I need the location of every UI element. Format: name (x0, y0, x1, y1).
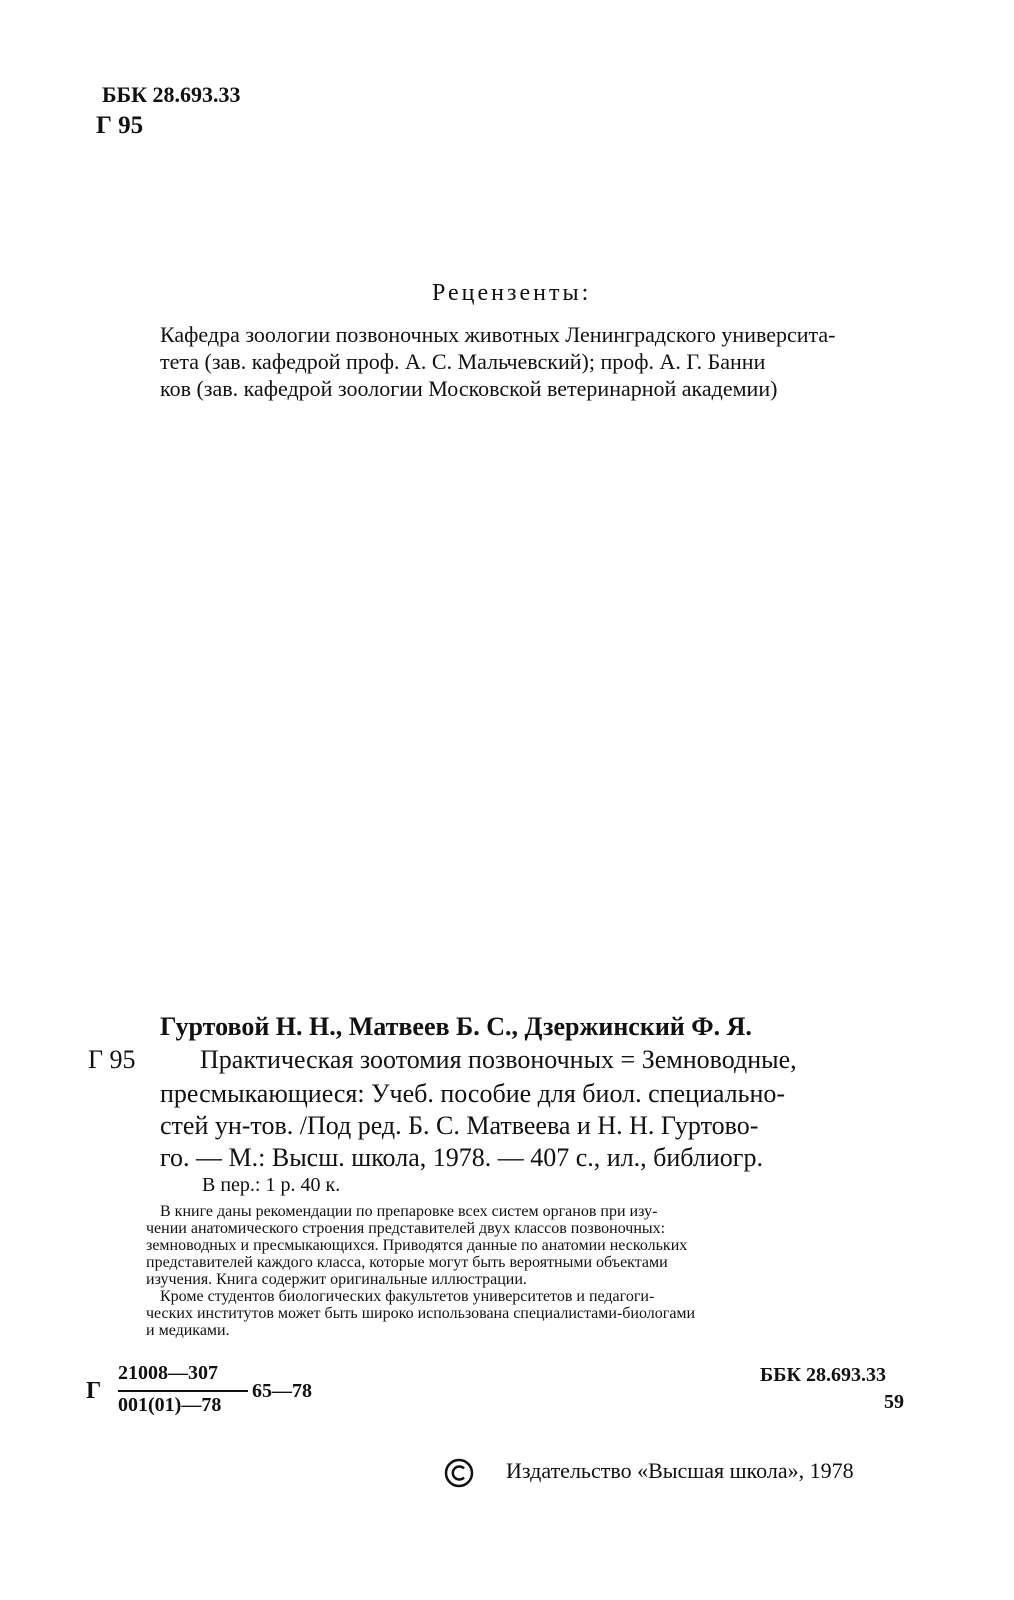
copyright-icon (444, 1458, 474, 1488)
reviewers-heading: Рецензенты: (432, 280, 592, 306)
fraction-bar (118, 1390, 248, 1392)
code-suffix: 65—78 (252, 1380, 312, 1402)
code-numerator: 21008—307 (118, 1362, 218, 1384)
catalog-index: Г 95 (88, 1045, 136, 1074)
bbk-code-top: ББК 28.693.33 (102, 82, 241, 107)
copyright-text: Издательство «Высшая школа», 1978 (506, 1458, 854, 1483)
annotation-line: и медиками. (146, 1322, 230, 1339)
annotation-line: представителей каждого класса, которые могут быть вероятными объектами (146, 1254, 668, 1271)
annotation-line: Кроме студентов биологических факультетов университетов и педагоги- (160, 1288, 655, 1305)
catalog-title-line: Практическая зоотомия позвоночных = Земноводные, (200, 1045, 797, 1074)
bbk-number-bottom: 59 (884, 1391, 904, 1413)
code-letter: Г (86, 1378, 102, 1404)
reviewers-line: ков (зав. кафедрой зоологии Московской ветеринарной академии) (160, 376, 778, 401)
annotation-line: чении анатомического строения представителей двух классов позвоночных: (146, 1220, 666, 1237)
annotation-line: земноводных и пресмыкающихся. Приводятся данные по анатомии нескольких (146, 1237, 688, 1254)
code-denominator: 001(01)—78 (118, 1394, 222, 1416)
annotation-line: В книге даны рекомендации по препаровке всех систем органов при изу- (160, 1203, 658, 1220)
reviewers-line: тета (зав. кафедрой проф. А. С. Мальчевский); проф. А. Г. Банни (160, 349, 766, 374)
catalog-authors: Гуртовой Н. Н., Матвеев Б. С., Дзержинский Ф. Я. (160, 1012, 752, 1041)
catalog-price: В пер.: 1 р. 40 к. (202, 1174, 341, 1196)
bbk-code-bottom: ББК 28.693.33 (760, 1364, 886, 1386)
reviewers-line: Кафедра зоологии позвоночных животных Ленинградского университа- (160, 322, 836, 347)
catalog-title-line: стей ун-тов. /Под ред. Б. С. Матвеева и Н. Н. Гуртово- (160, 1111, 759, 1140)
author-index-top: Г 95 (96, 112, 144, 139)
catalog-title-line: пресмыкающиеся: Учеб. пособие для биол. специально- (160, 1079, 786, 1108)
catalog-title-line: го. — М.: Высш. школа, 1978. — 407 с., ил., библиогр. (160, 1143, 763, 1172)
annotation-line: ческих институтов может быть широко использована специалистами-биологами (146, 1305, 696, 1322)
annotation-line: изучения. Книга содержит оригинальные иллюстрации. (146, 1271, 527, 1288)
